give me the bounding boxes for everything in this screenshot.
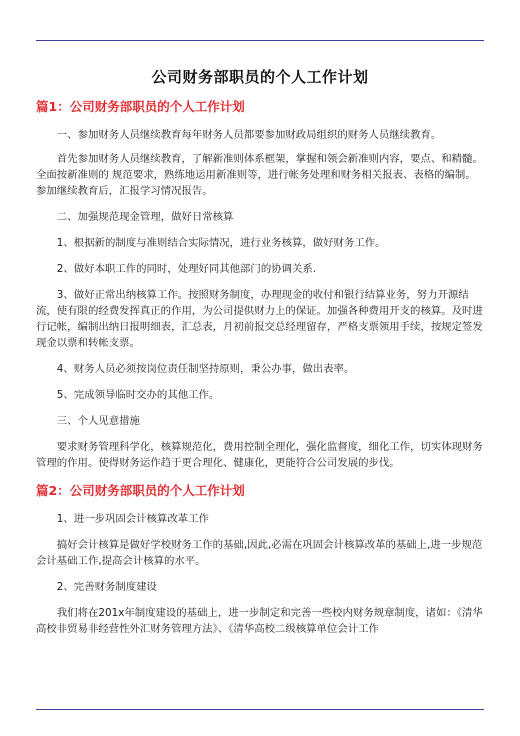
paragraph: 首先参加财务人员继续教育，了解新准则体系框架，掌握和领会新准则内容，要点、和精髓。全面按新准则的 规范要求，熟练地运用新准则等，进行帐务处理和财务相关报表、表格的编制。参加继续教育后，汇报学习情况报告。 [36, 153, 483, 197]
paragraph: 4、财务人员必须按岗位责任制坚持原则，秉公办事，做出表率。 [56, 363, 355, 375]
paragraph: 5、完成领导临时交办的其他工作。 [56, 389, 220, 401]
paragraph: 搞好会计核算是做好学校财务工作的基础,因此,必需在巩固会计核算改革的基础上,进一步规范会计基础工作,提高会计核算的水平。 [36, 539, 483, 567]
bottom-rule [36, 709, 484, 710]
paragraph: 1、根据新的制度与准则结合实际情况，进行业务核算，做好财务工作。 [56, 237, 386, 249]
paragraph: 我们将在201x年制度建设的基础上，进一步制定和完善一些校内财务规章制度，诸如：《清华高校非贸易非经营性外汇财务管理方法》、《清华高校二级核算单位会计工作 [36, 607, 483, 635]
paragraph: 要求财务管理科学化，核算规范化，费用控制全理化，强化监督度，细化工作，切实体现财务管理的作用。使得财务运作趋于更合理化、健康化，更能符合公司发展的步伐。 [36, 441, 483, 469]
paragraph: 三、个人见意措施 [56, 415, 140, 427]
document-body [36, 40, 484, 645]
page-title: 公司财务部职员的个人工作计划 [151, 68, 369, 86]
paragraph: 3、做好正常出纳核算工作。按照财务制度，办理现金的收付和银行结算业务，努力开源结流，使有限的经费发挥真正的作用，为公司提供财力上的保证。加强各种费用开支的核算。及时进行记帐，编制出纳日报明细表，汇总表，月初前报交总经理留存，严格支票领用手续，按规定签发现金以票和转帐支票。 [36, 289, 483, 349]
paragraph: 二、加强规范现金管理，做好日常核算 [56, 211, 234, 223]
paragraph: 一、参加财务人员继续教育每年财务人员都要参加财政局组织的财务人员继续教育。 [56, 129, 442, 141]
paragraph: 1、进一步巩固会计核算改革工作 [56, 513, 209, 525]
section-heading-2: 篇2：公司财务部职员的个人工作计划 [36, 483, 245, 498]
paragraph: 2、做好本职工作的同时，处理好同其他部门的协调关系. [56, 263, 317, 275]
paragraph: 2、完善财务制度建设 [56, 581, 157, 593]
section-heading-1: 篇1：公司财务部职员的个人工作计划 [36, 99, 245, 114]
